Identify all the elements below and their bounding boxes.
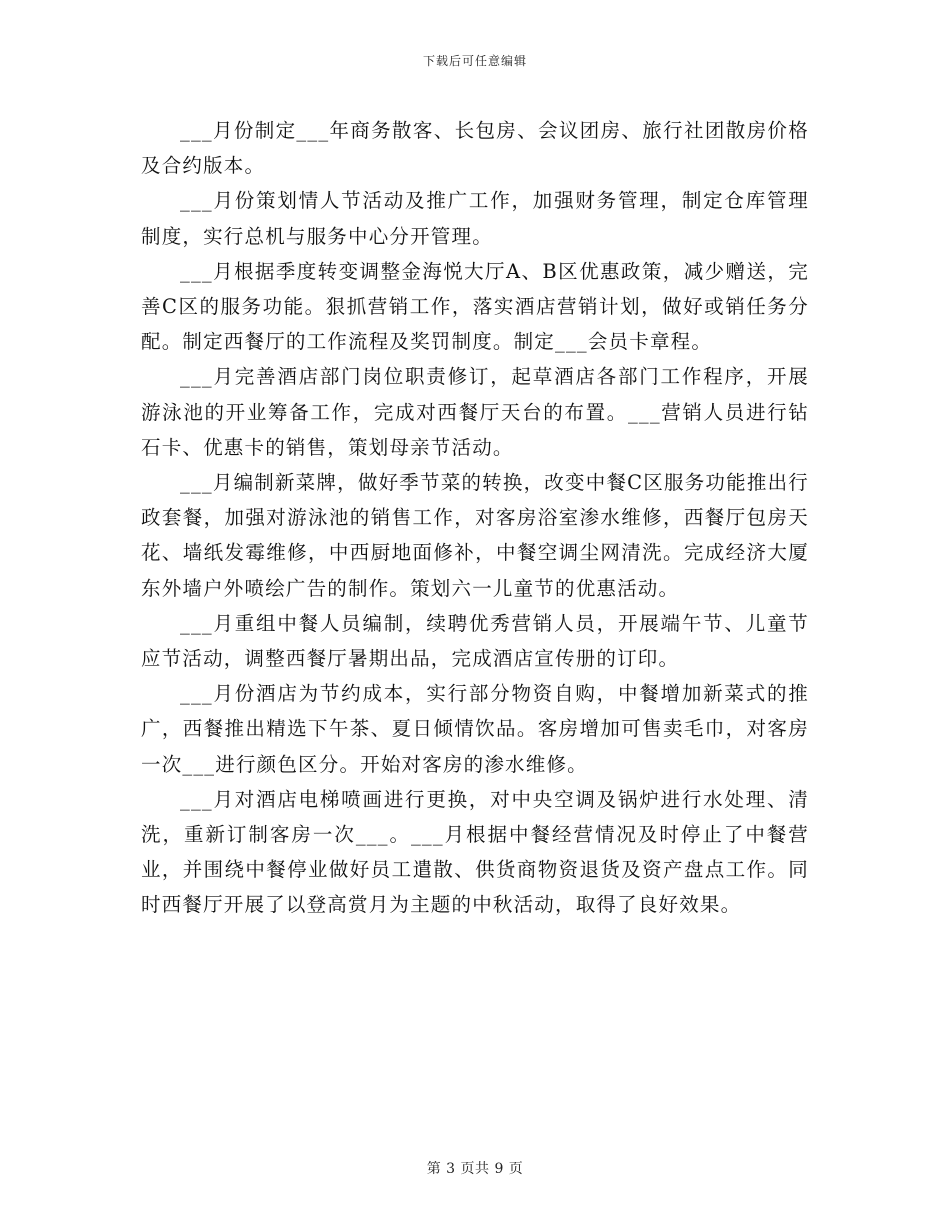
paragraph-1: ___月份制定___年商务散客、长包房、会议团房、旅行社团散房价格及合约版本。 — [141, 119, 809, 178]
paragraph-2: ___月份策划情人节活动及推广工作，加强财务管理，制定仓库管理制度，实行总机与服务中心分开管理。 — [141, 189, 809, 248]
paragraph-3: ___月根据季度转变调整金海悦大厅A、B区优惠政策，减少赠送，完善C区的服务功能。狠抓营销工作，落实酒店营销计划，做好或销任务分配。制定西餐厅的工作流程及奖罚制度。制定___会员卡章程。 — [141, 259, 809, 354]
page-header: 下载后可任意编辑 — [422, 54, 527, 68]
paragraph-6: ___月重组中餐人员编制，续聘优秀营销人员，开展端午节、儿童节应节活动，调整西餐厅暑期出品，完成酒店宣传册的订印。 — [141, 611, 809, 671]
paragraph-4: ___月完善酒店部门岗位职责修订，起草酒店各部门工作程序，开展游泳池的开业筹备工作，完成对西餐厅天台的布置。___营销人员进行钻石卡、优惠卡的销售，策划母亲节活动。 — [141, 365, 809, 459]
paragraph-7: ___月份酒店为节约成本，实行部分物资自购，中餐增加新菜式的推广，西餐推出精选下午茶、夏日倾情饮品。客房增加可售卖毛巾，对客房一次___进行颜色区分。开始对客房的渗水维修。 — [141, 682, 809, 776]
paragraph-8: ___月对酒店电梯喷画进行更换，对中央空调及锅炉进行水处理、清洗，重新订制客房一次___。___月根据中餐经营情况及时停止了中餐营业，并围绕中餐停业做好员工遣散、供货商物资退货及资产盘点工作。同时西餐厅开展了以登高赏月为主题的中秋活动，取得了良好效果。 — [141, 787, 809, 917]
page-footer: 第 3 页共 9 页 — [426, 1161, 524, 1177]
paragraph-5: ___月编制新菜牌，做好季节菜的转换，改变中餐C区服务功能推出行政套餐，加强对游泳池的销售工作，对客房浴室渗水维修，西餐厅包房天花、墙纸发霉维修，中西厨地面修补，中餐空调尘网清洗。完成经济大厦东外墙户外喷绘广告的制作。策划六一儿童节的优惠活动。 — [141, 471, 809, 600]
document-body — [141, 113, 809, 923]
